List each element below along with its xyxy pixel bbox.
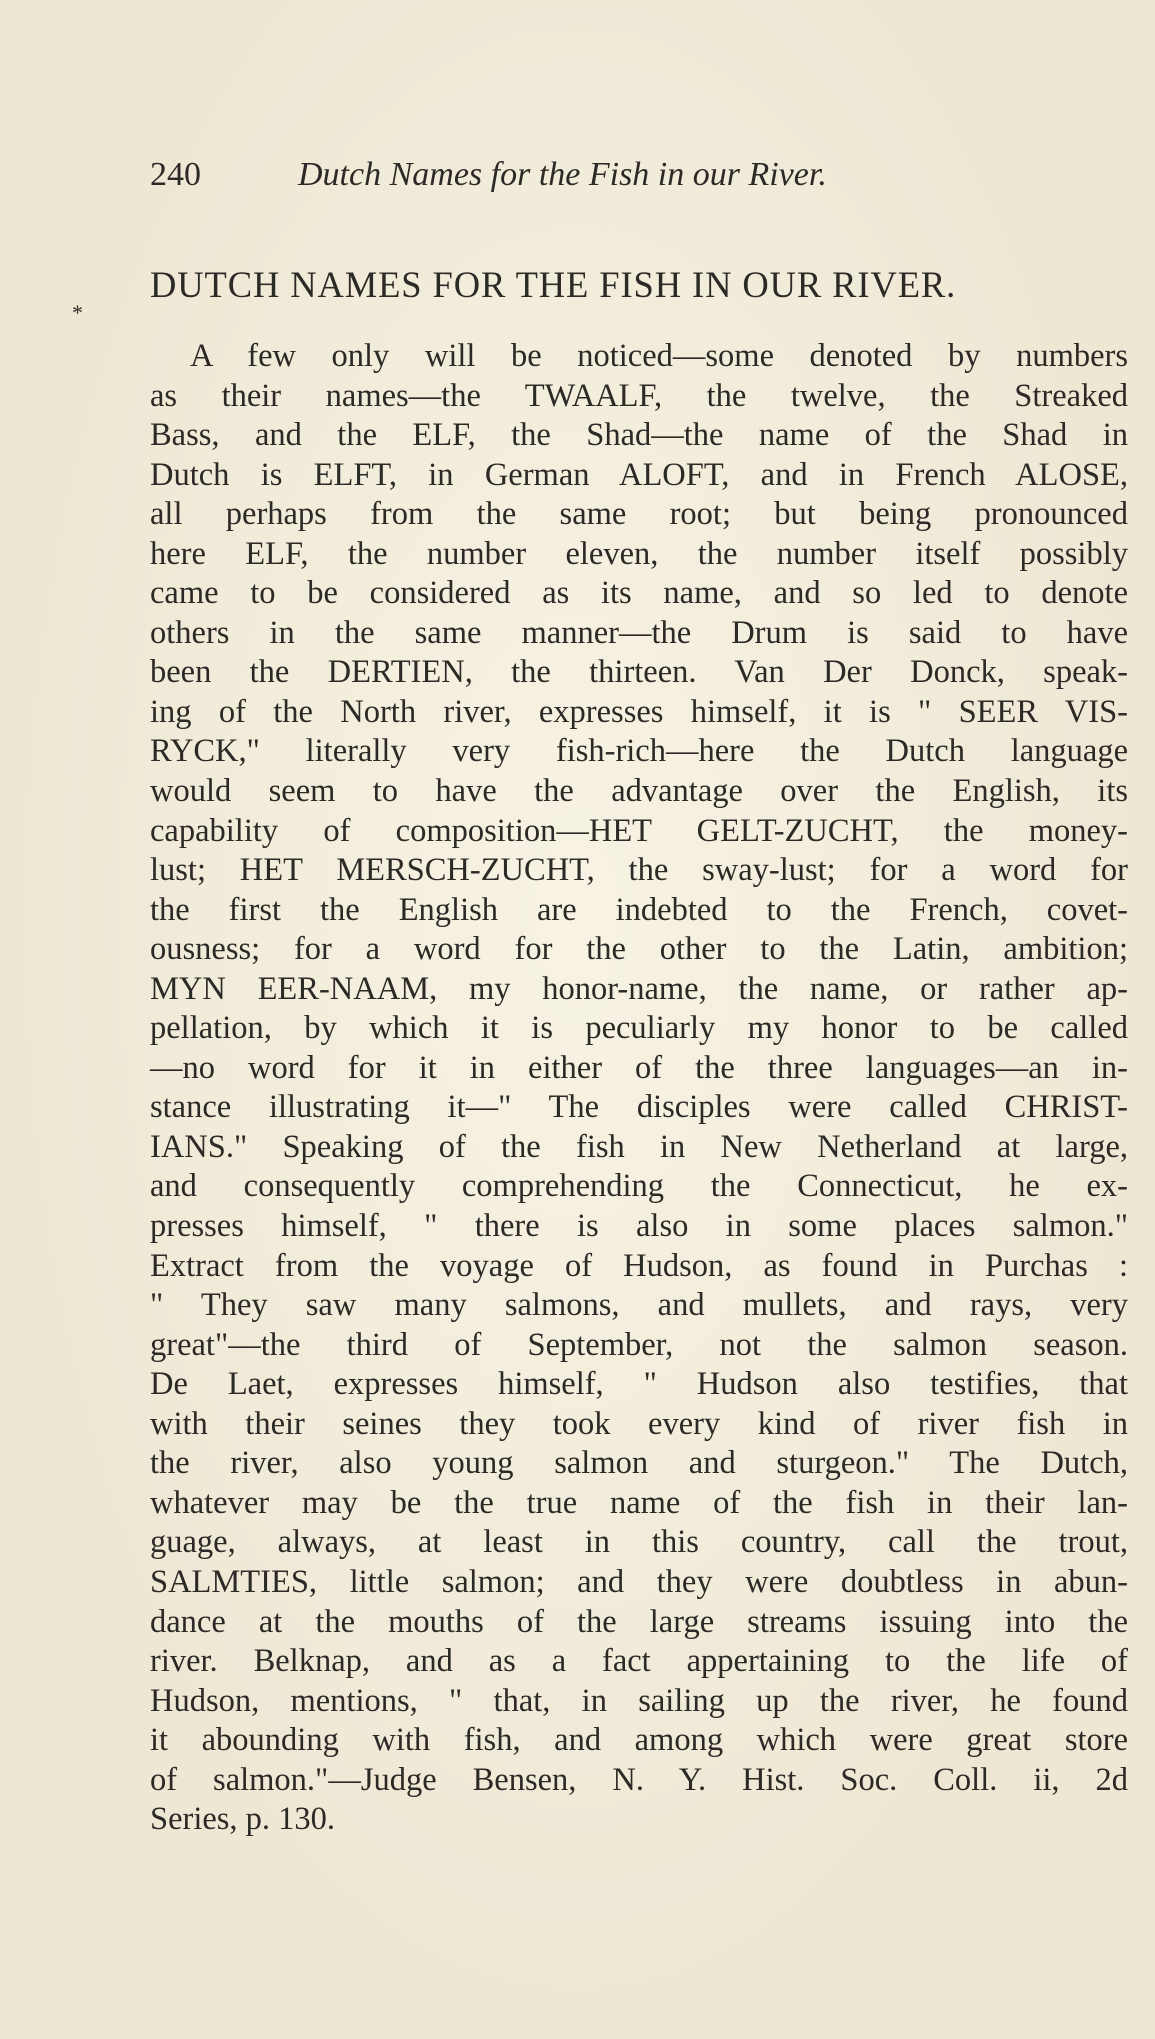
text-line: of salmon."—Judge Bensen, N. Y. Hist. Soc. Coll. ii, 2d (150, 1761, 1128, 1798)
page-number: 240 (150, 156, 201, 193)
text-line: whatever may be the true name of the fish in their lan- (150, 1484, 1128, 1521)
text-line: dance at the mouths of the large streams issuing into the (150, 1603, 1128, 1640)
text-line: others in the same manner—the Drum is said to have (150, 614, 1128, 651)
text-line: IANS." Speaking of the fish in New Netherland at large, (150, 1128, 1128, 1165)
text-line: —no word for it in either of the three languages—an in- (150, 1049, 1128, 1086)
text-line: it abounding with fish, and among which were great store (150, 1722, 1128, 1759)
text-line: Series, p. 130. (150, 1801, 336, 1838)
text-line: De Laet, expresses himself, " Hudson also testifies, that (150, 1366, 1128, 1403)
text-line: with their seines they took every kind of river fish in (150, 1405, 1128, 1442)
text-line: stance illustrating it—" The disciples were called CHRIST- (150, 1089, 1128, 1126)
text-line: guage, always, at least in this country, call the trout, (150, 1524, 1128, 1561)
running-head (150, 150, 1010, 200)
text-line: all perhaps from the same root; but being pronounced (150, 496, 1128, 533)
text-line: been the DERTIEN, the thirteen. Van Der Donck, speak- (150, 654, 1128, 691)
text-line: lust; HET MERSCH-ZUCHT, the sway-lust; for a word for (150, 852, 1128, 889)
text-line: presses himself, " there is also in some places salmon." (150, 1208, 1128, 1245)
text-line: RYCK," literally very fish-rich—here the Dutch language (150, 733, 1128, 770)
text-line: SALMTIES, little salmon; and they were doubtless in abun- (150, 1563, 1128, 1600)
text-line: the first the English are indebted to the French, covet- (150, 891, 1128, 928)
text-line: MYN EER-NAAM, my honor-name, the name, or rather ap- (150, 970, 1128, 1007)
text-line: great"—the third of September, not the salmon season. (150, 1326, 1128, 1363)
text-line: " They saw many salmons, and mullets, and rays, very (150, 1287, 1128, 1324)
text-line: and consequently comprehending the Connecticut, he ex- (150, 1168, 1128, 1205)
text-line: Bass, and the ELF, the Shad—the name of the Shad in (150, 417, 1128, 454)
text-line: the river, also young salmon and sturgeon." The Dutch, (150, 1445, 1128, 1482)
text-line: Dutch is ELFT, in German ALOFT, and in French ALOSE, (150, 456, 1128, 493)
text-line: ing of the North river, expresses himself, it is " SEER VIS- (150, 693, 1128, 730)
margin-mark: * (72, 300, 83, 325)
text-line: as their names—the TWAALF, the twelve, the Streaked (150, 377, 1128, 414)
running-title: Dutch Names for the Fish in our River. (298, 156, 827, 193)
text-line: here ELF, the number eleven, the number itself possibly (150, 535, 1128, 572)
text-line: Extract from the voyage of Hudson, as found in Purchas : (150, 1247, 1128, 1284)
text-line: would seem to have the advantage over the English, its (150, 773, 1128, 810)
text-line: pellation, by which it is peculiarly my honor to be called (150, 1010, 1128, 1047)
article-heading: DUTCH NAMES FOR THE FISH IN OUR RIVER. (150, 264, 957, 305)
text-line: capability of composition—HET GELT-ZUCHT, the money- (150, 812, 1128, 849)
text-line: Hudson, mentions, " that, in sailing up the river, he found (150, 1682, 1128, 1719)
body-text (150, 337, 1128, 1840)
text-line: river. Belknap, and as a fact appertaining to the life of (150, 1643, 1128, 1680)
text-line: A few only will be noticed—some denoted by numbers (190, 338, 1128, 374)
text-line: ousness; for a word for the other to the Latin, ambition; (150, 931, 1128, 968)
text-line: came to be considered as its name, and so led to denote (150, 575, 1128, 612)
